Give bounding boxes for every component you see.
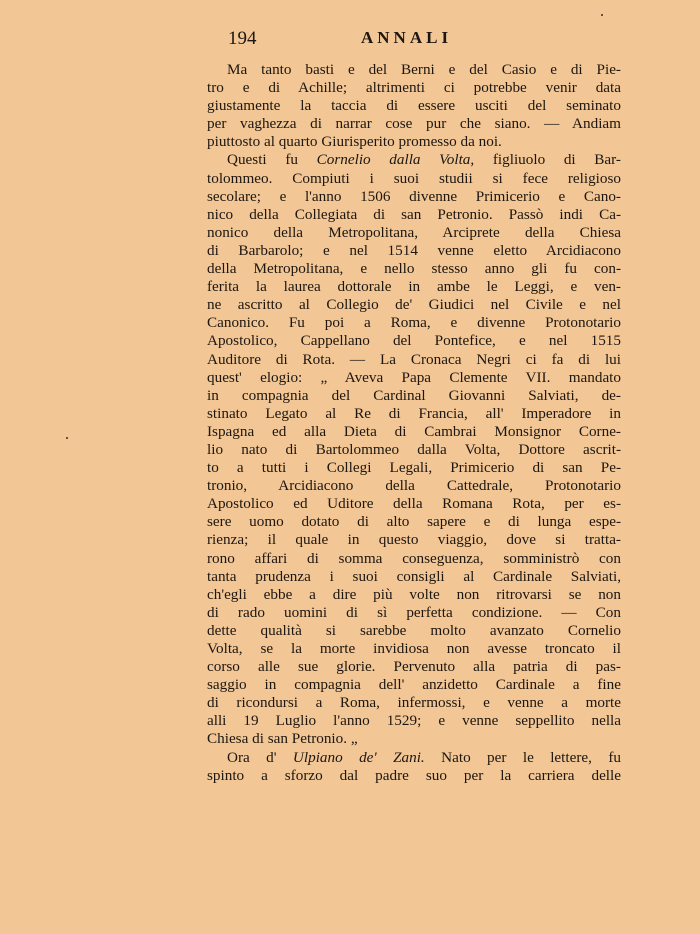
text-line xyxy=(207,423,621,441)
text-line xyxy=(207,224,621,242)
text-segment: nico della Collegiata di san Petronio. Passò indi Ca- xyxy=(207,205,621,223)
text-line xyxy=(207,79,621,97)
text-segment: tronio, Arcidiacono della Cattedrale, Protonotario xyxy=(207,477,621,495)
text-segment: di Barbarolo; e nel 1514 venne eletto Arcidiacono xyxy=(207,241,621,259)
text-line xyxy=(207,405,621,423)
text-segment: Volta, se la morte invidiosa non avesse troncato il xyxy=(207,640,621,657)
text-segment: sere uomo dotato di alto sapere e di lunga espe- xyxy=(207,513,621,531)
text-segment: piuttosto al quarto Giurisperito promesso da noi. xyxy=(207,133,502,151)
text-line xyxy=(207,296,621,314)
text-line xyxy=(207,676,621,694)
italic-name: Ulpiano de' Zani. xyxy=(292,748,425,766)
text-segment: Apostolico, Cappellano del Pontefice, e nel 1515 xyxy=(207,332,621,350)
text-segment: in compagnia del Cardinal Giovanni Salviati, de- xyxy=(207,386,621,404)
running-head: ANNALI xyxy=(361,28,453,47)
text-segment: quest' elogio: „ Aveva Papa Clemente VII. mandato xyxy=(207,368,621,386)
text-line xyxy=(207,314,621,332)
text-segment: to a tutti i Collegi Legali, Primicerio di san Pe- xyxy=(207,459,621,477)
text-segment: rienza; il quale in questo viaggio, dove si tratta- xyxy=(207,531,621,549)
text-segment: tolommeo. Compiuti i suoi studii si fece religioso xyxy=(207,169,621,187)
text-line xyxy=(207,133,621,151)
page-header xyxy=(0,26,700,54)
text-line xyxy=(207,550,621,568)
text-segment: tro e di Achille; altrimenti ci potrebbe venir data xyxy=(207,79,621,97)
text-segment: di rado uomini di sì perfetta condizione. — Con xyxy=(207,603,621,621)
text-segment: dette qualità si sarebbe molto avanzato Cornelio xyxy=(207,621,621,639)
text-line xyxy=(207,568,621,586)
text-line xyxy=(207,531,621,549)
text-line xyxy=(207,513,621,531)
text-segment: stinato Legato al Re di Francia, all' Imperadore in xyxy=(207,404,621,422)
text-segment: secolare; e l'anno 1506 divenne Primicerio e Cano- xyxy=(207,187,621,205)
text-segment: Questi fu xyxy=(227,151,317,169)
text-line xyxy=(207,61,621,79)
text-segment: spinto a sforzo dal padre suo per la carriera delle xyxy=(207,766,621,784)
text-line xyxy=(207,767,621,785)
text-segment: Nato per le lettere, fu xyxy=(424,748,621,766)
text-segment: Ispagna ed alla Dieta di Cambrai Monsignor Corne- xyxy=(207,422,621,440)
text-line xyxy=(207,712,621,730)
italic-name: Cornelio dalla Volta xyxy=(316,151,471,169)
text-segment: ferita la laurea dottorale in ambe le Leggi, e ven- xyxy=(207,278,621,296)
text-segment: nonico della Metropolitana, Arciprete della Chiesa xyxy=(207,223,621,241)
text-segment: Auditore di Rota. — La Cronaca Negri ci fa di lui xyxy=(207,350,621,368)
text-line xyxy=(207,242,621,260)
text-line xyxy=(207,495,621,513)
text-line xyxy=(207,97,621,115)
text-segment: Chiesa di san Petronio. „ xyxy=(207,730,358,748)
text-line xyxy=(207,441,621,459)
text-segment: per vaghezza di narrar cose pur che siano. — Andiam xyxy=(207,115,621,133)
text-segment: saggio in compagnia dell' anzidetto Cardinale a fine xyxy=(207,676,621,694)
text-line xyxy=(207,115,621,133)
text-line xyxy=(207,459,621,477)
text-segment: di ricondursi a Roma, infermossi, e venne a morte xyxy=(207,694,621,712)
text-segment: corso alle sue glorie. Pervenuto alla patria di pas- xyxy=(207,658,621,676)
text-segment: ne ascritto al Collegio de' Giudici nel Civile e nel xyxy=(207,296,621,314)
text-line xyxy=(207,694,621,712)
text-line xyxy=(207,658,621,676)
text-line xyxy=(207,622,621,640)
text-line xyxy=(207,260,621,278)
text-line xyxy=(207,387,621,405)
text-segment: Apostolico ed Uditore della Romana Rota, per es- xyxy=(207,495,621,513)
text-segment: giustamente la taccia di essere usciti del seminato xyxy=(207,97,621,115)
text-line xyxy=(207,151,621,169)
text-segment: Ma tanto basti e del Berni e del Casio e di Pie- xyxy=(227,61,621,78)
text-segment: alli 19 Luglio l'anno 1529; e venne seppellito nella xyxy=(207,712,621,730)
text-line xyxy=(207,351,621,369)
text-segment: rono affari di somma conseguenza, somministrò con xyxy=(207,549,621,567)
text-segment: della Metropolitana, e nello stesso anno gli fu con- xyxy=(207,260,621,278)
text-line xyxy=(207,749,621,767)
text-segment: lio nato di Bartolommeo dalla Volta, Dottore ascrit- xyxy=(207,440,621,458)
speck-mark xyxy=(601,14,603,16)
text-line xyxy=(207,278,621,296)
text-line xyxy=(207,170,621,188)
text-line xyxy=(207,586,621,604)
text-segment: tanta prudenza i suoi consigli al Cardinale Salviati, xyxy=(207,567,621,585)
text-segment: Ora d' xyxy=(227,748,293,766)
body-text xyxy=(207,61,621,785)
text-line xyxy=(207,206,621,224)
text-line xyxy=(207,730,621,748)
text-line xyxy=(207,332,621,350)
text-segment: ch'egli ebbe a dire più volte non ritrovarsi se non xyxy=(207,585,621,603)
text-segment: , figliuolo di Bar- xyxy=(470,151,621,169)
text-line xyxy=(207,369,621,387)
page-number: 194 xyxy=(228,28,257,49)
speck-mark xyxy=(66,437,68,439)
text-line xyxy=(207,188,621,206)
text-line xyxy=(207,477,621,495)
text-line xyxy=(207,640,621,658)
text-segment: Canonico. Fu poi a Roma, e divenne Protonotario xyxy=(207,314,621,332)
text-line xyxy=(207,604,621,622)
